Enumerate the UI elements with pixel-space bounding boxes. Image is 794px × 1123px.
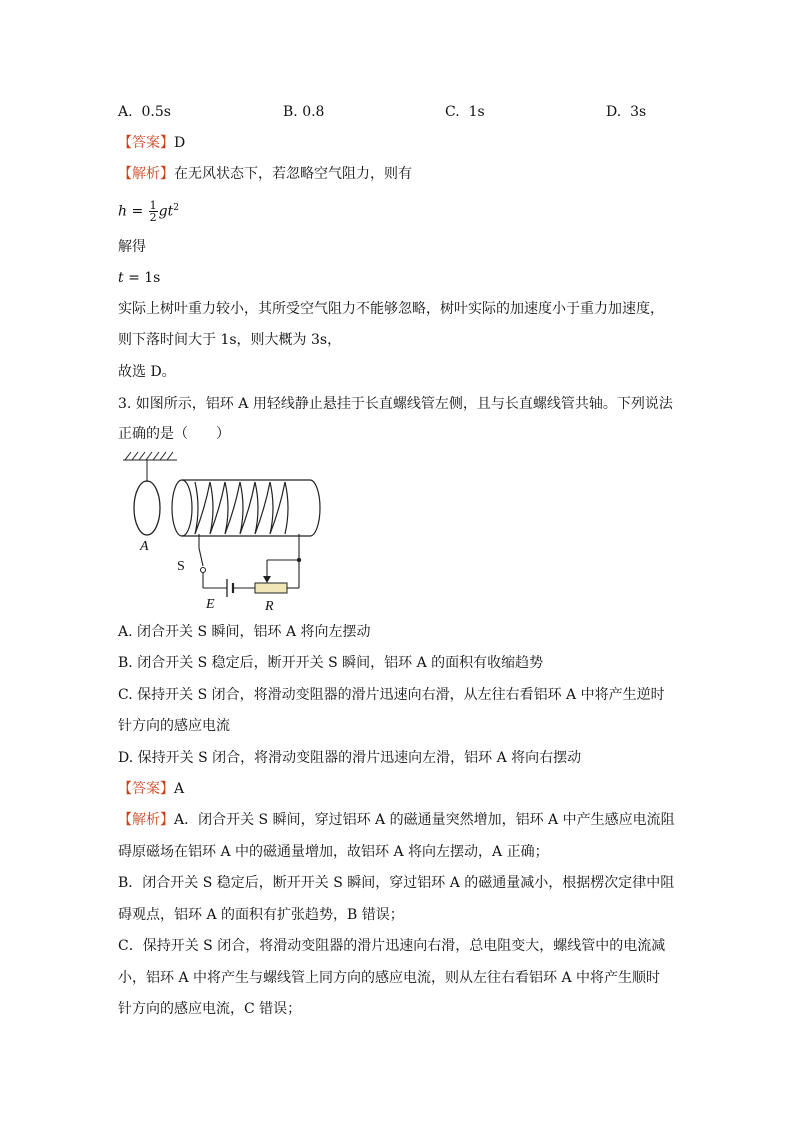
q2-explain-2: 则下落时间大于 1s，则大概为 3s， (118, 332, 342, 348)
q2-option-a: A. 0.5s (118, 104, 171, 120)
q2-conclusion: 故选 D。 (118, 364, 176, 380)
slider-arrow-icon (263, 576, 271, 583)
switch-label: S (177, 559, 185, 574)
ring-label: A (140, 539, 149, 554)
q2-option-b: B. 0.8 (283, 104, 325, 120)
q3-analysis-line-5: C．保持开关 S 闭合，将滑动变阻器的滑片迅速向右滑，总电阻变大，螺线管中的电流减 (118, 938, 666, 954)
q3-analysis-line-4: 碍观点，铝环 A 的面积有扩张趋势，B 错误； (118, 907, 404, 923)
rheostat-label: R (265, 599, 274, 614)
q3-option-b: B. 闭合开关 S 稳定后，断开开关 S 瞬间，铝环 A 的面积有收缩趋势 (118, 655, 544, 671)
q2-explain-1: 实际上树叶重力较小，其所受空气阻力不能够忽略，树叶实际的加速度小于重力加速度， (118, 301, 664, 317)
q3-circuit-figure (115, 448, 335, 618)
q2-result: t = 1s (118, 270, 161, 286)
q3-analysis-line-3: B．闭合开关 S 稳定后，断开开关 S 瞬间，穿过铝环 A 的磁通量减小，根据楞次定律中阻 (118, 875, 675, 891)
aluminum-ring (134, 481, 160, 535)
q3-analysis-line-1: 【解析】A．闭合开关 S 瞬间，穿过铝环 A 的磁通量突然增加，铝环 A 中产生感应电流阻 (118, 812, 675, 828)
ceiling-icon (123, 452, 177, 460)
junction-dot (297, 558, 301, 562)
q2-answer: 【答案】D (118, 135, 186, 151)
q3-analysis-line-6: 小，铝环 A 中将产生与螺线管上同方向的感应电流，则从左往右看铝环 A 中将产生顺时 (118, 970, 661, 986)
battery-label: E (206, 597, 215, 612)
q2-solve-word: 解得 (118, 239, 146, 255)
rheostat (255, 583, 287, 593)
solenoid (172, 480, 320, 536)
q3-option-d: D. 保持开关 S 闭合，将滑动变阻器的滑片迅速向左滑，铝环 A 将向右摆动 (118, 750, 582, 766)
q3-option-c-cont: 针方向的感应电流 (118, 718, 230, 734)
q3-answer: 【答案】A (118, 781, 185, 797)
q3-stem-line-1: 3. 如图所示，铝环 A 用轻线静止悬挂于长直螺线管左侧，且与长直螺线管共轴。下列说法 (118, 396, 673, 412)
q3-analysis-line-2: 碍原磁场在铝环 A 中的磁通量增加，故铝环 A 将向左摆动，A 正确； (118, 844, 549, 860)
q3-stem-line-2: 正确的是（ ） (118, 426, 230, 442)
q2-option-c: C. 1s (445, 104, 485, 120)
q3-option-c: C. 保持开关 S 闭合，将滑动变阻器的滑片迅速向右滑，从左往右看铝环 A 中将产生逆时 (118, 687, 665, 703)
q2-option-d: D. 3s (606, 104, 647, 120)
q2-analysis-intro: 【解析】在无风状态下，若忽略空气阻力，则有 (118, 166, 412, 182)
q3-option-a: A. 闭合开关 S 瞬间，铝环 A 将向左摆动 (118, 624, 371, 640)
q3-analysis-line-7: 针方向的感应电流，C 错误； (118, 1001, 302, 1017)
q2-formula: h = $\frac{1}{2}$ $gt^2$ (118, 199, 179, 225)
